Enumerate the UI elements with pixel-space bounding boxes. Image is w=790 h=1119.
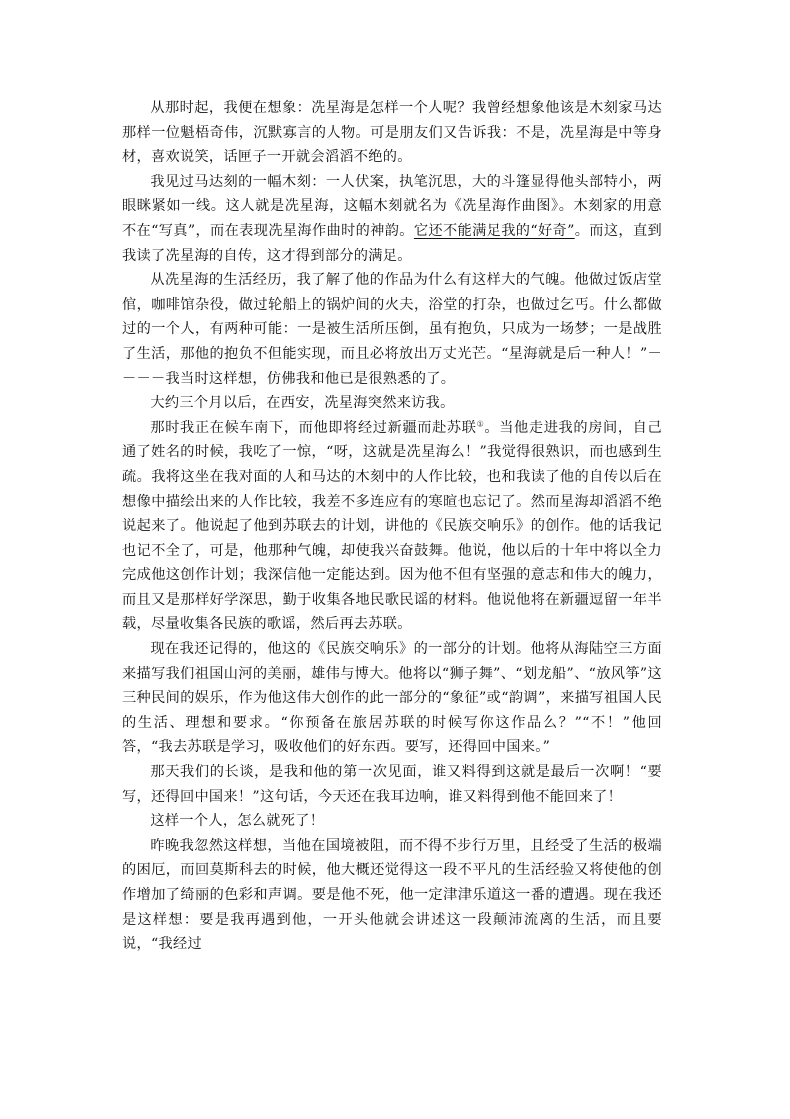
paragraph-text: 现在我还记得的，他这的《民族交响乐》的一部分的计划。他将从海陆空三方面来描写我们祖国山河的美丽，雄伟与博大。他将以“狮子舞”、“划龙船”、“放风筝”这三种民间的娱乐，作为他这伟大创作的此一部分的“象征”或“韵调”，来描写祖国人民的生活、理想和要求。“你预备在旅居苏联的时候写你这作品么？”“不！”他回答，“我去苏联是学习，吸收他们的好东西。要写，还得回中国来。” [122, 641, 662, 756]
paragraph [122, 834, 662, 957]
paragraph [122, 637, 662, 760]
paragraph-text: 我见过马达刻的一幅木刻：一人伏案，执笔沉思，大的斗篷显得他头部特小，两眼眯紧如一线。这人就是冼星海，这幅木刻就名为《冼星海作曲图》。木刻家的用意不在“写真”，而在表现冼星海作曲时的神韵。 [122, 173, 662, 239]
footnote-marker: ① [476, 418, 485, 428]
paragraph [122, 96, 662, 170]
paragraph-text: 。当他走进我的房间，自己通了姓名的时候，我吃了一惊，“呀，这就是冼星海么！”我觉得很熟识，而也感到生疏。我将这坐在我对面的人和马达的木刻中的人作比较，也和我读了他的自传以后在想像中描绘出来的人作比较，我差不多连应有的寒暄也忘记了。然而星海却滔滔不绝说起来了。他说起了他到苏联去的计划，讲他的《民族交响乐》的创作。他的话我记也记不全了，可是，他那种气魄，却使我兴奋鼓舞。他说，他以后的十年中将以全力完成他这创作计划；我深信他一定能达到。因为他不但有坚强的意志和伟大的魄力，而且又是那样好学深思，勤于收集各地民歌民谣的材料。他说他将在新疆逗留一年半载，尽量收集各民族的歌谣，然后再去苏联。 [122, 419, 662, 633]
paragraph [122, 760, 662, 809]
paragraph [122, 170, 662, 268]
paragraph-text: 这样一个人，怎么就死了！ [150, 813, 325, 830]
paragraph-text: 。而这，直到我读了冼星海的自传，这才得到部分的满足。 [122, 222, 662, 264]
paragraph-text: 从冼星海的生活经历，我了解了他的作品为什么有这样大的气魄。他做过饭店堂倌，咖啡馆杂役，做过轮船上的锅炉间的火夫，浴堂的打杂，也做过乞丐。什么都做过的一个人，有两种可能：一是被生活所压倒，虽有抱负，只成为一场梦；一是战胜了生活，那他的抱负不但能实现，而且必将放出万丈光芒。“星海就是后一种人！”－－－－我当时这样想，仿佛我和他已是很熟悉的了。 [122, 272, 662, 387]
paragraph [122, 268, 662, 391]
article-body [122, 96, 662, 957]
paragraph [122, 391, 662, 416]
paragraph-text: 昨晚我忽然这样想，当他在国境被阻，而不得不步行万里，且经受了生活的极端的困厄，而回莫斯科去的时候，他大概还觉得这一段不平凡的生活经验又将使他的创作增加了绮丽的色彩和声调。要是他不死，他一定津津乐道这一番的遭遇。现在我还是这样想：要是我再遇到他，一开头他就会讲述这一段颠沛流离的生活，而且要说，“我经过 [122, 837, 662, 953]
underlined-sentence: 它还不能满足我的“好奇” [413, 222, 575, 239]
paragraph-text: 大约三个月以后，在西安，冼星海突然来访我。 [150, 395, 455, 412]
paragraph-text: 从那时起，我便在想象：冼星海是怎样一个人呢？我曾经想象他该是木刻家马达那样一位魁梧奇伟，沉默寡言的人物。可是朋友们又告诉我：不是，冼星海是中等身材，喜欢说笑，话匣子一开就会滔滔不绝的。 [122, 100, 662, 166]
paragraph-text: 那天我们的长谈，是我和他的第一次见面，谁又料得到这就是最后一次啊！“要写，还得回中国来！”这句话，今天还在我耳边响，谁又料得到他不能回来了！ [122, 764, 662, 805]
paragraph [122, 809, 662, 834]
paragraph-text: 那时我正在候车南下，而他即将经过新疆而赴苏联 [150, 419, 477, 436]
paragraph [122, 416, 662, 637]
